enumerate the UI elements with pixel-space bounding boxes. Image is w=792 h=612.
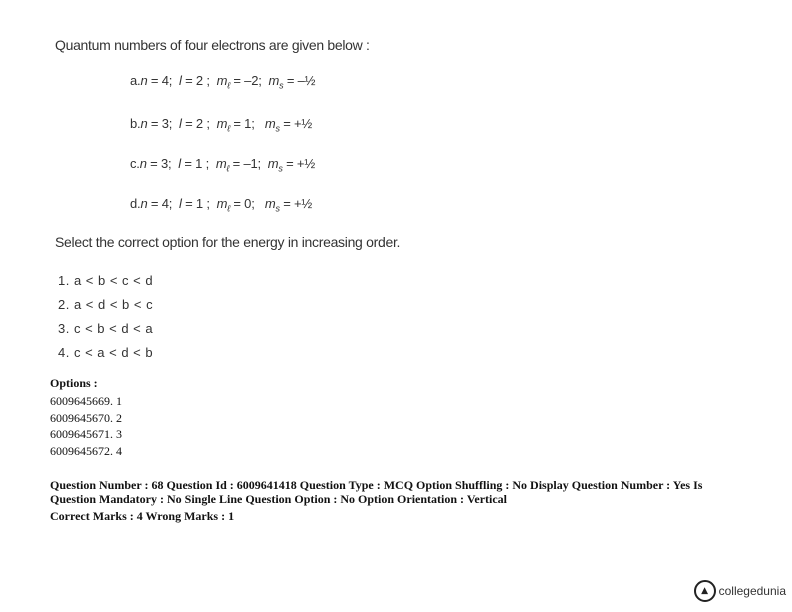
option-id-2: 6009645670. 2 xyxy=(50,411,122,425)
logo-wordmark: collegedunia xyxy=(718,584,786,598)
quantum-set-a: a.n = 4; l = 2 ; $m_\ell = -2$; $m_s$ = –½ xyxy=(130,73,316,91)
option-id-1: 6009645669. 1 xyxy=(50,394,122,408)
option-id-3: 6009645671. 3 xyxy=(50,427,122,441)
question-intro: Quantum numbers of four electrons are given below : xyxy=(55,37,370,53)
graduation-cap-icon: ▲ xyxy=(694,580,716,602)
collegedunia-logo xyxy=(694,580,786,602)
quantum-set-c: c.n = 3; l = 1 ; $m_\ell = -1$; $m_s$ = +½ xyxy=(130,156,315,174)
quantum-set-b: b.n = 3; l = 2 ; $m_\ell = 1$; $m_s$ = +½ xyxy=(130,116,313,134)
options-header: Options : xyxy=(50,376,98,390)
question-instruction: Select the correct option for the energy in increasing order. xyxy=(55,234,401,250)
question-meta-line2: Question Mandatory : No Single Line Question Option : No Option Orientation : Vertical xyxy=(50,492,508,506)
quantum-set-d: d.n = 4; l = 1 ; $m_\ell = 0$; $m_s$ = +½ xyxy=(130,196,313,214)
choice-4: 4. c < a < d < b xyxy=(58,345,154,360)
question-meta-line3: Correct Marks : 4 Wrong Marks : 1 xyxy=(50,509,235,523)
choice-3: 3. c < b < d < a xyxy=(58,321,154,336)
option-id-4: 6009645672. 4 xyxy=(50,444,122,458)
question-meta-line1: Question Number : 68 Question Id : 6009641418 Question Type : MCQ Option Shuffling : No Display Question Number : Yes Is xyxy=(50,478,703,492)
choice-2: 2. a < d < b < c xyxy=(58,297,154,312)
choice-1: 1. a < b < c < d xyxy=(58,273,154,288)
